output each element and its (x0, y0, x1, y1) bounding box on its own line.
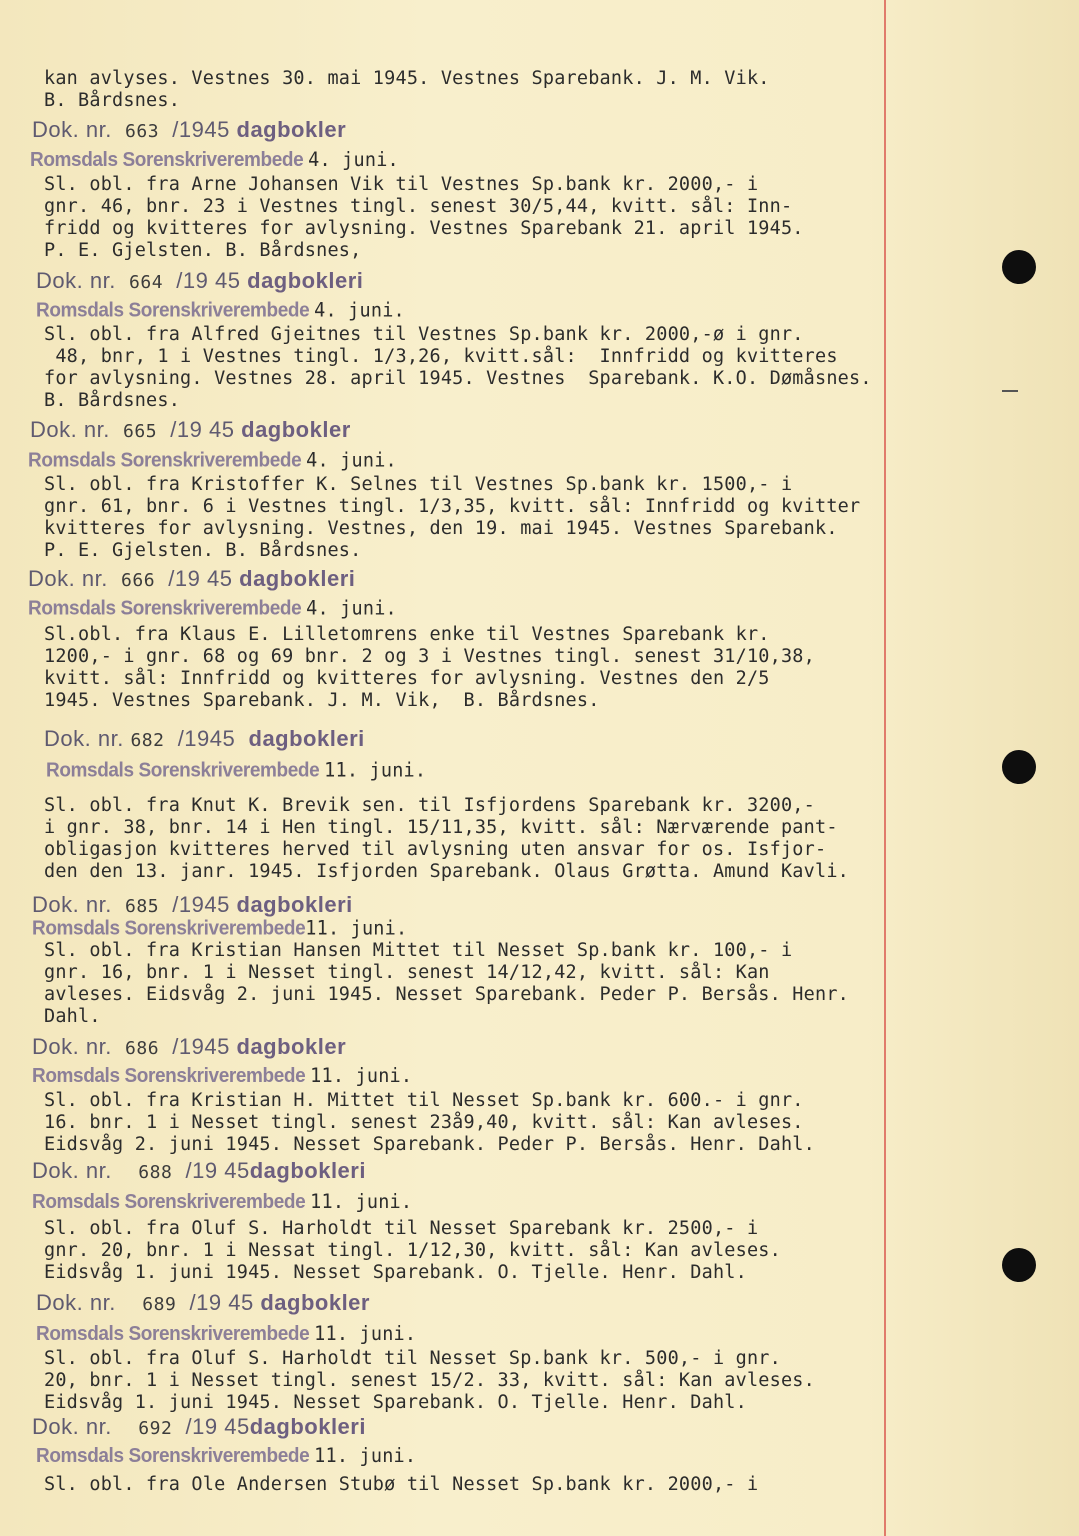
doc-label: Dok. nr. (44, 726, 124, 751)
doc-number: 686 (125, 1038, 160, 1059)
doc-number: 692 (138, 1418, 173, 1439)
doc-year-prefix: /19 (172, 117, 205, 142)
entry-line: Sl. obl. fra Alfred Gjeitnes til Vestnes Sp.bank kr. 2000,-ø i gnr. (44, 324, 804, 345)
doc-number-stamp (44, 726, 365, 752)
doc-label: Dok. nr. (32, 1158, 112, 1183)
office-stamp (36, 299, 405, 322)
entry-date: 4. juni. (306, 449, 397, 472)
doc-label: Dok. nr. (36, 268, 116, 293)
doc-number-stamp (32, 1414, 366, 1440)
entry-line: 1200,- i gnr. 68 og 69 bnr. 2 og 3 i Vestnes tingl. senest 31/10,38, (44, 646, 815, 667)
stamp-word: dagbokleri (236, 892, 353, 917)
entry-line: 16. bnr. 1 i Nesset tingl. senest 23å9,40, kvitt. sål: Kan avleses. (44, 1112, 804, 1133)
stamp-word: dagbokleri (239, 566, 356, 591)
doc-year-prefix: /19 (170, 417, 203, 442)
entry-line: den den 13. janr. 1945. Isfjorden Sparebank. Olaus Grøtta. Amund Kavli. (44, 861, 849, 882)
doc-number: 666 (121, 570, 156, 591)
doc-year-prefix: /19 (189, 1290, 222, 1315)
office-stamp (46, 759, 426, 782)
doc-number-stamp (28, 566, 355, 592)
entry-line: for avlysning. Vestnes 28. april 1945. Vestnes Sparebank. K.O. Dømåsnes. (44, 368, 872, 389)
margin-rule (884, 0, 886, 1536)
stamp-word: dagbokler (260, 1290, 370, 1315)
entry-line: P. E. Gjelsten. B. Bårdsnes, (44, 240, 362, 261)
punch-hole (1002, 250, 1036, 284)
office-stamp (36, 1323, 416, 1346)
doc-year-suffix: 45 (209, 417, 235, 442)
entry-line: 20, bnr. 1 i Nesset tingl. senest 15/2. 33, kvitt. sål: Kan avleses. (44, 1370, 815, 1391)
entry-line: gnr. 20, bnr. 1 i Nessat tingl. 1/12,30, kvitt. sål: Kan avleses. (44, 1240, 781, 1261)
entry-line: Dahl. (44, 1006, 101, 1027)
doc-number-stamp (32, 117, 346, 143)
doc-number: 682 (130, 730, 165, 751)
doc-year-prefix: /19 (172, 1034, 205, 1059)
entry-line: fridd og kvitteres for avlysning. Vestnes Sparebank 21. april 1945. (44, 218, 804, 239)
office-name: Romsdals Sorenskriverembede (46, 759, 320, 782)
doc-label: Dok. nr. (28, 566, 108, 591)
doc-year-suffix: 45 (224, 1158, 250, 1183)
entry-line: i gnr. 38, bnr. 14 i Hen tingl. 15/11,35, kvitt. sål: Nærværende pant- (44, 817, 838, 838)
office-name: Romsdals Sorenskriverembede (36, 1323, 310, 1346)
doc-number-stamp (32, 1158, 366, 1184)
entry-line: kvitt. sål: Innfridd og kvitteres for avlysning. Vestnes den 2/5 (44, 668, 770, 689)
doc-label: Dok. nr. (30, 417, 110, 442)
entry-line: 1945. Vestnes Sparebank. J. M. Vik, B. Bårdsnes. (44, 690, 600, 711)
entry-line: P. E. Gjelsten. B. Bårdsnes. (44, 540, 362, 561)
doc-number-stamp (36, 268, 363, 294)
entry-line: Eidsvåg 1. juni 1945. Nesset Sparebank. O. Tjelle. Henr. Dahl. (44, 1262, 747, 1283)
doc-number: 689 (142, 1294, 177, 1315)
entry-date: 11. juni. (305, 917, 408, 940)
doc-year-prefix: /19 (176, 268, 209, 293)
entry-line: Eidsvåg 2. juni 1945. Nesset Sparebank. Peder P. Bersås. Henr. Dahl. (44, 1134, 815, 1155)
doc-year-prefix: /19 (168, 566, 201, 591)
entry-line: Sl. obl. fra Kristoffer K. Selnes til Vestnes Sp.bank kr. 1500,- i (44, 474, 793, 495)
entry-date: 11. juni. (310, 1191, 413, 1214)
office-name: Romsdals Sorenskriverembede (28, 449, 302, 472)
office-name: Romsdals Sorenskriverembede (32, 1191, 306, 1214)
entry-line: Sl. obl. fra Kristian H. Mittet til Nesset Sp.bank kr. 600.- i gnr. (44, 1090, 804, 1111)
office-stamp (28, 597, 397, 620)
office-name: Romsdals Sorenskriverembede (28, 597, 302, 620)
doc-number-stamp (30, 417, 351, 443)
doc-number: 685 (125, 896, 160, 917)
entry-line: Sl.obl. fra Klaus E. Lilletomrens enke til Vestnes Sparebank kr. (44, 624, 770, 645)
entry-line: gnr. 61, bnr. 6 i Vestnes tingl. 1/3,35, kvitt. sål: Innfridd og kvitter (44, 496, 861, 517)
doc-year-prefix: /19 (185, 1414, 218, 1439)
doc-number: 664 (129, 272, 164, 293)
office-name: Romsdals Sorenskriverembede (30, 149, 304, 172)
entry-date: 11. juni. (310, 1065, 413, 1088)
entry-line: kvitteres for avlysning. Vestnes, den 19. mai 1945. Vestnes Sparebank. (44, 518, 838, 539)
office-name: Romsdals Sorenskriverembede (36, 1445, 310, 1468)
doc-number: 663 (125, 121, 160, 142)
doc-label: Dok. nr. (32, 117, 112, 142)
doc-number: 665 (123, 421, 158, 442)
entry-date: 4. juni. (306, 597, 397, 620)
stamp-word: dagbokleri (248, 726, 365, 751)
entry-line: B. Bårdsnes. (44, 390, 181, 411)
doc-year-suffix: 45 (204, 892, 230, 917)
entry-line: gnr. 16, bnr. 1 i Nesset tingl. senest 14/12,42, kvitt. sål: Kan (44, 962, 770, 983)
intro-line: kan avlyses. Vestnes 30. mai 1945. Vestnes Sparebank. J. M. Vik. (44, 68, 770, 89)
doc-number-stamp (36, 1290, 370, 1316)
office-stamp (32, 917, 407, 940)
doc-number: 688 (138, 1162, 173, 1183)
entry-date: 11. juni. (314, 1445, 417, 1468)
entry-line: Sl. obl. fra Oluf S. Harholdt til Nesset Sp.bank kr. 500,- i gnr. (44, 1348, 781, 1369)
doc-year-prefix: /19 (185, 1158, 218, 1183)
entry-date: 4. juni. (308, 149, 399, 172)
punch-hole (1002, 750, 1036, 784)
stamp-word: dagbokleri (249, 1414, 366, 1439)
doc-label: Dok. nr. (36, 1290, 116, 1315)
entry-line: avleses. Eidsvåg 2. juni 1945. Nesset Sparebank. Peder P. Bersås. Henr. (44, 984, 849, 1005)
entry-line: Sl. obl. fra Ole Andersen Stubø til Nesset Sp.bank kr. 2000,- i (44, 1474, 759, 1495)
entry-line: Eidsvåg 1. juni 1945. Nesset Sparebank. O. Tjelle. Henr. Dahl. (44, 1392, 747, 1413)
doc-year-prefix: /19 (172, 892, 205, 917)
entry-date: 11. juni. (324, 759, 427, 782)
doc-year-suffix: 45 (207, 566, 233, 591)
entry-line: gnr. 46, bnr. 23 i Vestnes tingl. senest 30/5,44, kvitt. sål: Inn- (44, 196, 793, 217)
stamp-word: dagbokleri (247, 268, 364, 293)
doc-year-prefix: /19 (177, 726, 210, 751)
margin-mark (1002, 390, 1018, 392)
entry-line: obligasjon kvitteres herved til avlysning uten ansvar for os. Isfjor- (44, 839, 827, 860)
office-stamp (30, 149, 399, 172)
doc-year-suffix: 45 (224, 1414, 250, 1439)
office-name: Romsdals Sorenskriverembede (32, 1065, 306, 1088)
stamp-word: dagbokler (236, 1034, 347, 1059)
office-name: Romsdals Sorenskriverembede (36, 299, 310, 322)
stamp-word: dagbokleri (249, 1158, 366, 1183)
stamp-word: dagbokler (241, 417, 351, 442)
entry-line: Sl. obl. fra Oluf S. Harholdt til Nesset Sparebank kr. 2500,- i (44, 1218, 759, 1239)
intro-line: B. Bårdsnes. (44, 90, 181, 111)
doc-year-suffix: 45 (204, 1034, 230, 1059)
entry-line: 48, bnr, 1 i Vestnes tingl. 1/3,26, kvitt.sål: Innfridd og kvitteres (44, 346, 838, 367)
doc-label: Dok. nr. (32, 1034, 112, 1059)
entry-line: Sl. obl. fra Kristian Hansen Mittet til Nesset Sp.bank kr. 100,- i (44, 940, 793, 961)
doc-number-stamp (32, 892, 353, 918)
entry-line: Sl. obl. fra Arne Johansen Vik til Vestnes Sp.bank kr. 2000,- i (44, 174, 759, 195)
office-stamp (28, 449, 397, 472)
doc-number-stamp (32, 1034, 346, 1060)
office-name: Romsdals Sorenskriverembede (32, 917, 306, 940)
entry-date: 4. juni. (314, 299, 405, 322)
doc-label: Dok. nr. (32, 892, 112, 917)
punch-hole (1002, 1248, 1036, 1282)
doc-year-suffix: 45 (215, 268, 241, 293)
doc-year-suffix: 45 (228, 1290, 254, 1315)
office-stamp (32, 1191, 412, 1214)
office-stamp (36, 1445, 416, 1468)
doc-year-suffix: 45 (209, 726, 236, 751)
entry-line: Sl. obl. fra Knut K. Brevik sen. til Isfjordens Sparebank kr. 3200,- (44, 795, 815, 816)
stamp-word: dagbokler (236, 117, 347, 142)
office-stamp (32, 1065, 412, 1088)
entry-date: 11. juni. (314, 1323, 417, 1346)
doc-year-suffix: 45 (204, 117, 230, 142)
doc-label: Dok. nr. (32, 1414, 112, 1439)
